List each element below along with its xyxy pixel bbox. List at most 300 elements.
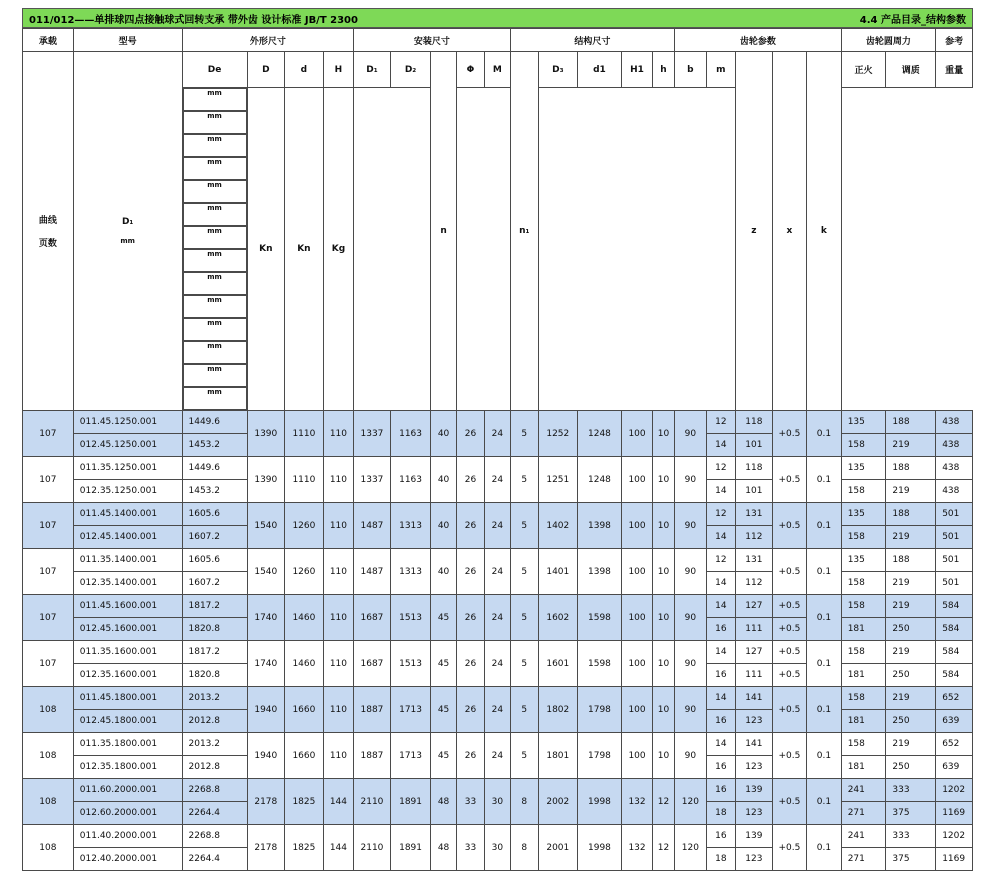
catalog-page [22,8,973,871]
cell-z: 123 [736,756,773,779]
cell-m: 14 [706,641,735,664]
cell-h: 10 [652,549,674,595]
cell-d: 1460 [285,595,324,641]
cell-De: 1607.2 [182,572,247,595]
cell-H1: 100 [622,411,652,457]
col-n: n [431,52,456,411]
cell-De: 1820.8 [182,664,247,687]
cell-De: 2268.8 [182,779,247,802]
cell-x: +0.5 [772,503,807,549]
cell-normal: 241 [841,825,886,848]
cell-n: 45 [431,733,456,779]
cell-z: 112 [736,572,773,595]
cell-M: 30 [485,825,510,871]
cell-n: 40 [431,411,456,457]
cell-n1: 8 [510,779,538,825]
table-row [23,549,973,572]
cell-b: 90 [675,549,706,595]
cell-m: 16 [706,664,735,687]
cell-H1: 100 [622,733,652,779]
cell-n1: 8 [510,825,538,871]
cell-h: 12 [652,779,674,825]
cell-De: 1605.6 [182,503,247,526]
col-De: De [182,52,247,88]
cell-De: 1817.2 [182,595,247,618]
cell-k: 0.1 [807,687,842,733]
cell-M: 24 [485,641,510,687]
cell-b: 90 [675,411,706,457]
cell-D: 1540 [247,549,285,595]
col-n1: n₁ [510,52,538,411]
cell-m: 16 [706,825,735,848]
title-bar [22,8,973,28]
cell-weight: 1202 [936,825,973,848]
cell-model: 011.45.1800.001 [73,687,182,710]
cell-D: 1390 [247,411,285,457]
cell-n1: 5 [510,411,538,457]
unit-D3: mm [183,272,247,295]
cell-b: 90 [675,595,706,641]
table-row [23,825,973,848]
cell-H: 110 [323,411,353,457]
cell-x: +0.5 [772,687,807,733]
cell-m: 12 [706,549,735,572]
cell-D: 1740 [247,641,285,687]
cell-phi: 26 [456,641,484,687]
cell-k: 0.1 [807,825,842,871]
col-phi: Φ [456,52,484,88]
cell-n1: 5 [510,641,538,687]
col-quench: 调质 [886,52,936,88]
cell-H1: 100 [622,549,652,595]
cell-d: 1260 [285,549,324,595]
cell-D1: 2110 [354,825,391,871]
cell-model: 011.60.2000.001 [73,779,182,802]
cell-normal: 181 [841,710,886,733]
cell-phi: 26 [456,457,484,503]
cell-De: 2012.8 [182,710,247,733]
row-group [23,779,973,825]
cell-D: 2178 [247,779,285,825]
header-struct-dimensions: 结构尺寸 [510,29,675,52]
cell-m: 16 [706,618,735,641]
cell-d: 1825 [285,825,324,871]
cell-D3: 1252 [539,411,578,457]
cell-De: 2012.8 [182,756,247,779]
cell-z: 141 [736,687,773,710]
cell-m: 16 [706,779,735,802]
cell-quench: 219 [886,480,936,503]
cell-model: 011.35.1250.001 [73,457,182,480]
cell-D: 1940 [247,687,285,733]
cell-n1: 5 [510,457,538,503]
col-weight: 重量 [936,52,973,88]
cell-z: 139 [736,825,773,848]
cell-x: +0.5 [772,457,807,503]
cell-H: 110 [323,595,353,641]
cell-quench: 250 [886,710,936,733]
unit-m: mm [183,387,247,410]
cell-H: 110 [323,733,353,779]
cell-D1: 2110 [354,779,391,825]
row-group [23,503,973,549]
cell-quench: 188 [886,549,936,572]
cell-H: 144 [323,825,353,871]
cell-phi: 26 [456,687,484,733]
cell-weight: 639 [936,710,973,733]
cell-h: 10 [652,733,674,779]
cell-m: 12 [706,503,735,526]
cell-D2: 1163 [390,411,431,457]
cell-n: 45 [431,687,456,733]
cell-quench: 219 [886,641,936,664]
cell-m: 14 [706,733,735,756]
cell-normal: 181 [841,756,886,779]
cell-h: 10 [652,687,674,733]
cell-H1: 100 [622,503,652,549]
unit-H1: mm [183,318,247,341]
cell-D1: 1337 [354,457,391,503]
cell-n: 48 [431,779,456,825]
col-D: D [247,52,285,88]
cell-n: 40 [431,503,456,549]
cell-model: 012.35.1250.001 [73,480,182,503]
cell-normal: 135 [841,503,886,526]
cell-normal: 158 [841,687,886,710]
col-D2: D₂ [390,52,431,88]
cell-h: 12 [652,825,674,871]
row-group [23,457,973,503]
cell-n1: 5 [510,549,538,595]
cell-weight: 1169 [936,802,973,825]
table-row [23,411,973,434]
cell-d1: 1798 [577,687,622,733]
cell-weight: 584 [936,664,973,687]
unit-D1: mm [183,180,247,203]
unit-D2: mm [183,203,247,226]
cell-load: 107 [23,549,74,595]
cell-quench: 250 [886,756,936,779]
cell-z: 101 [736,480,773,503]
col-normal: 正火 [841,52,886,88]
cell-quench: 219 [886,434,936,457]
cell-model: 011.45.1400.001 [73,503,182,526]
cell-normal: 158 [841,480,886,503]
table-row [23,595,973,618]
cell-m: 12 [706,457,735,480]
cell-weight: 584 [936,641,973,664]
cell-m: 16 [706,756,735,779]
cell-d1: 1798 [577,733,622,779]
cell-m: 18 [706,802,735,825]
cell-weight: 1169 [936,848,973,871]
header-model-unit: mm [120,237,135,245]
cell-D3: 1602 [539,595,578,641]
header-install-dimensions: 安装尺寸 [354,29,510,52]
cell-normal: 271 [841,802,886,825]
header-ref: 参考 [936,29,973,52]
col-k: k [807,52,842,411]
cell-z: 123 [736,802,773,825]
cell-H1: 100 [622,687,652,733]
header-load-line2: 曲线 [38,216,57,226]
row-group [23,641,973,687]
cell-m: 14 [706,687,735,710]
cell-De: 1820.8 [182,618,247,641]
cell-weight: 639 [936,756,973,779]
cell-H: 110 [323,641,353,687]
cell-phi: 26 [456,733,484,779]
cell-quench: 219 [886,733,936,756]
cell-z: 131 [736,503,773,526]
cell-quench: 188 [886,457,936,480]
cell-D2: 1313 [390,549,431,595]
cell-D2: 1891 [390,779,431,825]
cell-D3: 2002 [539,779,578,825]
cell-weight: 438 [936,480,973,503]
cell-normal: 271 [841,848,886,871]
cell-D1: 1887 [354,733,391,779]
unit-De: mm [183,88,247,111]
cell-n1: 5 [510,687,538,733]
cell-z: 141 [736,733,773,756]
cell-De: 1453.2 [182,480,247,503]
cell-quench: 333 [886,779,936,802]
cell-d1: 1248 [577,457,622,503]
cell-weight: 501 [936,549,973,572]
cell-weight: 584 [936,618,973,641]
cell-b: 120 [675,779,706,825]
cell-b: 90 [675,687,706,733]
cell-k: 0.1 [807,549,842,595]
cell-quench: 188 [886,503,936,526]
cell-M: 24 [485,457,510,503]
cell-z: 118 [736,457,773,480]
cell-H1: 100 [622,641,652,687]
cell-z: 127 [736,595,773,618]
cell-h: 10 [652,595,674,641]
cell-weight: 584 [936,595,973,618]
cell-D3: 1402 [539,503,578,549]
cell-model: 011.45.1250.001 [73,411,182,434]
header-outer-dimensions: 外形尺寸 [182,29,354,52]
cell-n1: 5 [510,595,538,641]
cell-model: 012.45.1250.001 [73,434,182,457]
cell-model: 012.35.1600.001 [73,664,182,687]
cell-x: +0.5 [772,779,807,825]
cell-phi: 33 [456,779,484,825]
cell-D2: 1513 [390,595,431,641]
unit-b: mm [183,364,247,387]
cell-x: +0.5 [772,411,807,457]
header-model: 型号 [73,29,182,52]
cell-quench: 250 [886,664,936,687]
row-group [23,411,973,457]
cell-D1: 1687 [354,641,391,687]
cell-load: 108 [23,687,74,733]
cell-b: 90 [675,733,706,779]
cell-normal: 135 [841,549,886,572]
cell-phi: 26 [456,411,484,457]
cell-n: 40 [431,457,456,503]
cell-load: 108 [23,733,74,779]
col-b: b [675,52,706,88]
cell-weight: 438 [936,434,973,457]
cell-M: 24 [485,733,510,779]
cell-z: 123 [736,848,773,871]
cell-H: 110 [323,457,353,503]
cell-model: 011.35.1600.001 [73,641,182,664]
row-group [23,595,973,641]
unit-phi: mm [183,226,247,249]
col-H1: H1 [622,52,652,88]
cell-b: 90 [675,457,706,503]
cell-D1: 1487 [354,503,391,549]
cell-load: 107 [23,411,74,457]
cell-model: 012.40.2000.001 [73,848,182,871]
cell-model: 012.45.1600.001 [73,618,182,641]
cell-D2: 1163 [390,457,431,503]
cell-load: 108 [23,779,74,825]
cell-model: 011.35.1800.001 [73,733,182,756]
row-group [23,733,973,779]
cell-M: 24 [485,549,510,595]
cell-z: 101 [736,434,773,457]
cell-m: 14 [706,526,735,549]
cell-D3: 1401 [539,549,578,595]
cell-d1: 1398 [577,503,622,549]
cell-x: +0.5 [772,733,807,779]
cell-H1: 132 [622,825,652,871]
cell-d: 1660 [285,687,324,733]
title-left: 011/012——单排球四点接触球式回转支承 带外齿 设计标准 JB/T 2300 [29,14,358,26]
cell-H1: 132 [622,779,652,825]
col-z: z [736,52,773,411]
cell-model: 012.45.1800.001 [73,710,182,733]
col-d: d [285,52,324,88]
cell-x: +0.5 [772,641,807,664]
cell-normal: 158 [841,595,886,618]
cell-z: 111 [736,664,773,687]
cell-D: 1540 [247,503,285,549]
cell-x: +0.5 [772,595,807,618]
cell-weight: 438 [936,411,973,434]
cell-weight: 501 [936,526,973,549]
unit-weight: Kg [323,88,353,411]
cell-weight: 652 [936,687,973,710]
cell-d: 1110 [285,457,324,503]
cell-quench: 188 [886,411,936,434]
cell-x: +0.5 [772,549,807,595]
cell-normal: 181 [841,664,886,687]
cell-D: 1390 [247,457,285,503]
cell-model: 012.60.2000.001 [73,802,182,825]
cell-z: 131 [736,549,773,572]
col-d1: d1 [577,52,622,88]
table-row [23,733,973,756]
cell-phi: 26 [456,503,484,549]
cell-H: 110 [323,549,353,595]
cell-De: 2264.4 [182,848,247,871]
cell-n: 45 [431,641,456,687]
cell-m: 12 [706,411,735,434]
cell-d: 1110 [285,411,324,457]
unit-h: mm [183,341,247,364]
table-row [23,457,973,480]
cell-quench: 219 [886,687,936,710]
cell-quench: 333 [886,825,936,848]
cell-M: 24 [485,687,510,733]
cell-D2: 1891 [390,825,431,871]
cell-D1: 1487 [354,549,391,595]
header-load-1: 承载 [23,29,74,52]
cell-De: 1607.2 [182,526,247,549]
cell-model: 011.45.1600.001 [73,595,182,618]
cell-weight: 652 [936,733,973,756]
col-D3: D₃ [539,52,578,88]
cell-De: 1605.6 [182,549,247,572]
unit-d1: mm [183,295,247,318]
cell-H1: 100 [622,457,652,503]
header-gear-force: 齿轮圆周力 [841,29,936,52]
header-gear-params: 齿轮参数 [675,29,842,52]
cell-weight: 501 [936,503,973,526]
cell-d: 1460 [285,641,324,687]
cell-D3: 2001 [539,825,578,871]
cell-k: 0.1 [807,733,842,779]
row-group [23,825,973,871]
cell-D1: 1337 [354,411,391,457]
cell-normal: 158 [841,572,886,595]
cell-M: 24 [485,411,510,457]
cell-m: 16 [706,710,735,733]
cell-d: 1660 [285,733,324,779]
col-H: H [323,52,353,88]
cell-De: 2268.8 [182,825,247,848]
cell-x: +0.5 [772,664,807,687]
row-group [23,687,973,733]
cell-model: 011.35.1400.001 [73,549,182,572]
cell-b: 120 [675,825,706,871]
cell-n: 48 [431,825,456,871]
cell-H: 110 [323,687,353,733]
cell-D3: 1601 [539,641,578,687]
cell-z: 123 [736,710,773,733]
cell-D2: 1713 [390,687,431,733]
cell-De: 1817.2 [182,641,247,664]
cell-H1: 100 [622,595,652,641]
unit-d: mm [183,134,247,157]
cell-D: 1940 [247,733,285,779]
cell-d1: 1398 [577,549,622,595]
cell-d1: 1598 [577,641,622,687]
cell-m: 14 [706,595,735,618]
unit-normal: Kn [247,88,285,411]
cell-D1: 1887 [354,687,391,733]
cell-weight: 1202 [936,779,973,802]
cell-m: 14 [706,480,735,503]
table-row [23,779,973,802]
header-load-line3: 页数 [38,239,57,249]
cell-D3: 1802 [539,687,578,733]
cell-m: 18 [706,848,735,871]
cell-h: 10 [652,641,674,687]
cell-De: 1453.2 [182,434,247,457]
cell-normal: 135 [841,411,886,434]
cell-normal: 181 [841,618,886,641]
cell-De: 2264.4 [182,802,247,825]
cell-De: 1449.6 [182,457,247,480]
